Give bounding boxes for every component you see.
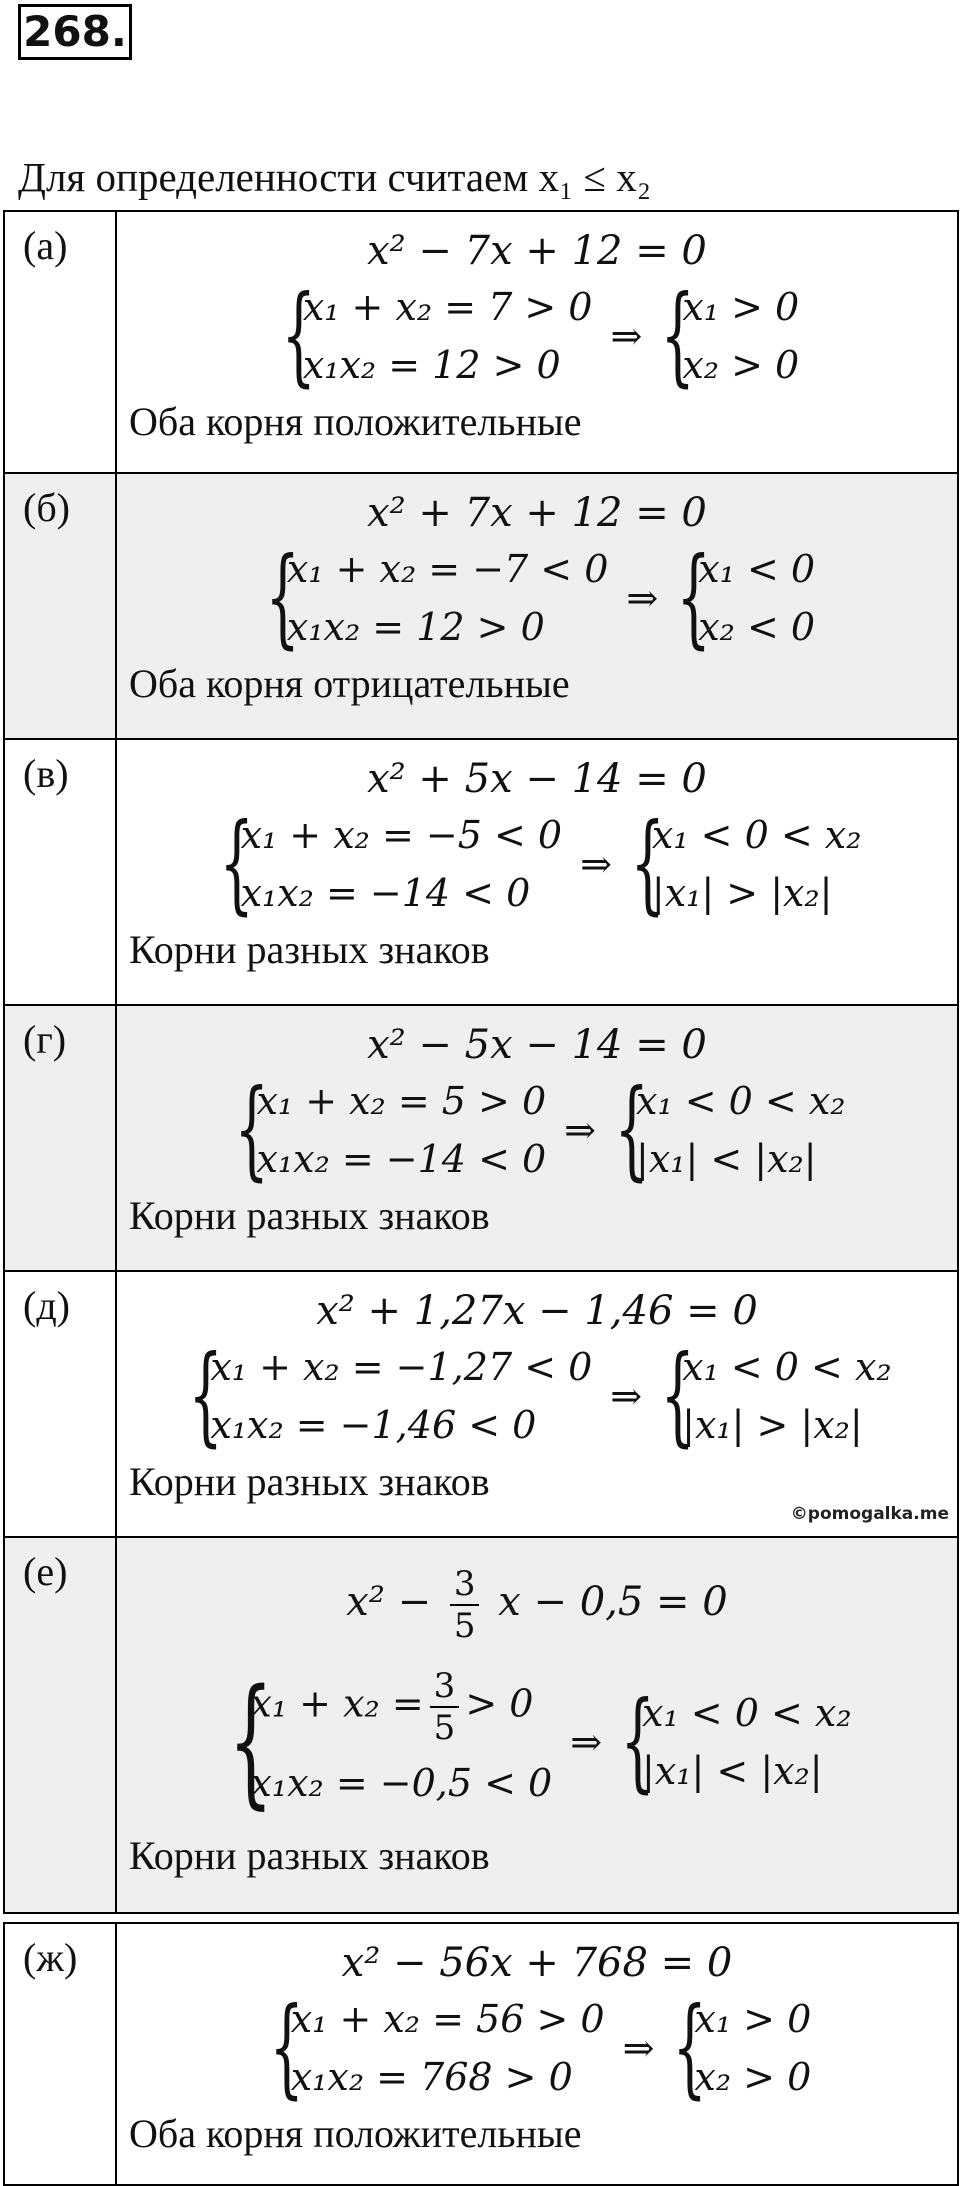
conclusion: Оба корня положительные (129, 2111, 582, 2156)
conclusion: Корни разных знаков (129, 1833, 490, 1878)
conclusion: Оба корня положительные (129, 399, 582, 444)
row-e (4, 1537, 958, 1913)
row-v (4, 739, 958, 1005)
brace-icon: { (630, 801, 665, 926)
result-line: |x₁| > |x₂| (651, 871, 833, 915)
system-line: x₁ + x₂ = $\frac{3}{5}$ > 0 (250, 1666, 534, 1748)
system (117, 801, 957, 926)
equation: x² − 7x + 12 = 0 (367, 228, 707, 274)
system-line: x₁ + x₂ = 5 > 0 (256, 1079, 547, 1123)
brace-icon: { (269, 1985, 304, 2110)
equation: x² − 5x − 14 = 0 (367, 1022, 707, 1068)
row-a (4, 211, 958, 473)
row-label: (в) (4, 739, 116, 1005)
row-body (116, 1537, 958, 1913)
equation-part: x − 0,5 = 0 (498, 1579, 728, 1625)
system (117, 273, 957, 398)
equation-part: x² − (346, 1579, 432, 1625)
brace-icon: { (265, 535, 300, 660)
row-body (116, 211, 958, 473)
result-line: x₂ < 0 (698, 605, 816, 649)
conclusion: Оба корня отрицательные (129, 661, 570, 706)
system (117, 535, 957, 660)
system-line: x₁x₂ = 12 > 0 (286, 605, 545, 649)
implies-icon: ⇒ (580, 842, 612, 886)
row-b (4, 473, 958, 739)
result-line: |x₁| < |x₂| (642, 1749, 823, 1793)
row-body (116, 473, 958, 739)
row-body (116, 1923, 958, 2185)
system (117, 1067, 957, 1192)
result-line: x₁ < 0 < x₂ (682, 1345, 892, 1389)
solution-table-2 (3, 1922, 959, 2186)
system-line: x₁ + x₂ = 7 > 0 (302, 285, 593, 329)
result-line: x₂ > 0 (694, 2055, 812, 2099)
intro-text: Для определенности считаем x₁ ≤ x₂ (18, 154, 652, 200)
row-label: (е) (4, 1537, 116, 1913)
equation: x² − 56x + 768 = 0 (341, 1940, 733, 1986)
problem-number: 268. (18, 4, 132, 60)
brace-icon: { (188, 1333, 224, 1458)
result-line: x₁ < 0 < x₂ (636, 1079, 846, 1123)
conclusion: Корни разных знаков (129, 1459, 490, 1504)
implies-icon: ⇒ (626, 576, 659, 620)
result-line: |x₁| < |x₂| (636, 1137, 817, 1181)
row-label: (б) (4, 473, 116, 739)
equation: x² + 7x + 12 = 0 (367, 490, 707, 536)
solution-table (3, 210, 959, 1914)
row-label: (д) (4, 1271, 116, 1537)
conclusion: Корни разных знаков (129, 927, 490, 972)
system (117, 1333, 957, 1458)
implies-icon: ⇒ (570, 1720, 603, 1764)
result-line: x₂ > 0 (682, 343, 800, 387)
result-line: |x₁| > |x₂| (682, 1403, 863, 1447)
system-line: x₁ + x₂ = −5 < 0 (240, 813, 563, 857)
system-line: x₁x₂ = −0,5 < 0 (250, 1761, 553, 1805)
system (117, 1660, 957, 1823)
system-line: x₁ + x₂ = −7 < 0 (286, 547, 609, 591)
implies-icon: ⇒ (610, 1374, 643, 1418)
system-line: x₁x₂ = 12 > 0 (302, 343, 561, 387)
brace-icon: { (614, 1067, 649, 1192)
denominator: 5 (453, 1606, 476, 1646)
result-line: x₁ < 0 < x₂ (651, 813, 862, 857)
row-g (4, 1005, 958, 1271)
brace-icon: { (234, 1067, 270, 1192)
denominator: 5 (433, 1708, 456, 1748)
brace-icon: { (620, 1679, 655, 1804)
system-line: x₁ + x₂ = −1,27 < 0 (210, 1345, 593, 1389)
brace-icon: { (228, 1660, 274, 1823)
brace-icon: { (281, 273, 316, 398)
row-body (116, 1005, 958, 1271)
system-line: x₁x₂ = −14 < 0 (240, 871, 531, 915)
fraction (450, 1564, 480, 1646)
result-line: x₁ < 0 (698, 547, 816, 591)
implies-icon: ⇒ (610, 314, 643, 358)
brace-icon: { (219, 801, 254, 926)
system (117, 1985, 957, 2110)
system-line: x₁x₂ = −14 < 0 (256, 1137, 547, 1181)
brace-icon: { (676, 535, 712, 660)
system-line: x₁x₂ = 768 > 0 (290, 2055, 573, 2099)
row-label: (ж) (4, 1923, 116, 2185)
conclusion: Корни разных знаков (129, 1193, 490, 1238)
watermark: ©pomogalka.me (790, 1504, 949, 1524)
equation: x² + 1,27x − 1,46 = 0 (316, 1288, 758, 1334)
row-body (116, 739, 958, 1005)
system-line: x₁x₂ = −1,46 < 0 (210, 1403, 537, 1447)
fraction (430, 1666, 460, 1748)
row-zh (4, 1923, 958, 2185)
equation: x² + 5x − 14 = 0 (367, 756, 707, 802)
row-label: (а) (4, 211, 116, 473)
system-line: x₁ + x₂ = 56 > 0 (290, 1997, 605, 2041)
implies-icon: ⇒ (622, 2026, 655, 2070)
result-line: x₁ < 0 < x₂ (642, 1691, 852, 1735)
equation (117, 1564, 957, 1646)
brace-icon: { (660, 1333, 695, 1458)
implies-icon: ⇒ (564, 1108, 597, 1152)
numerator: 3 (450, 1564, 480, 1606)
brace-icon: { (672, 1985, 708, 2110)
numerator: 3 (430, 1666, 460, 1708)
brace-icon: { (660, 273, 696, 398)
result-line: x₁ > 0 (694, 1997, 812, 2041)
row-body (116, 1271, 958, 1537)
row-label: (г) (4, 1005, 116, 1271)
result-line: x₁ > 0 (682, 285, 800, 329)
row-d (4, 1271, 958, 1537)
